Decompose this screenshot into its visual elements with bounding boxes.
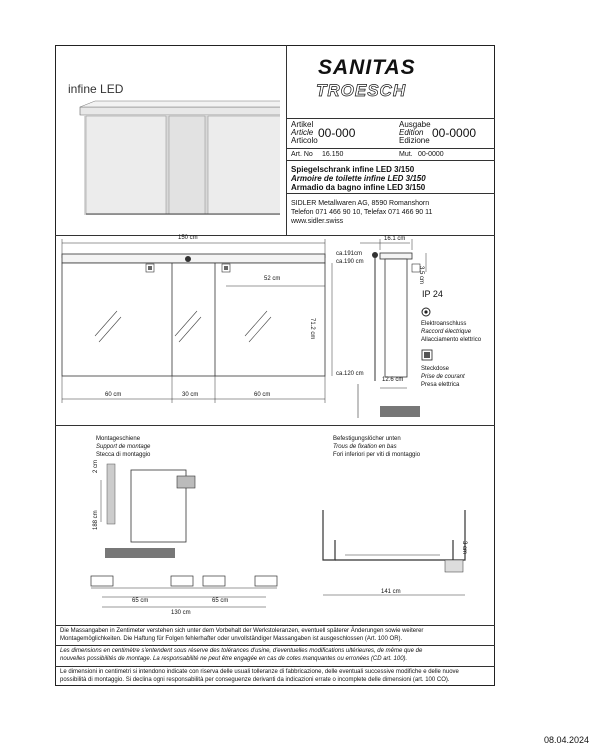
bottom-dim-mid: 30 cm: [182, 392, 199, 398]
company-line-1: SIDLER Metallwaren AG, 8590 Romanshorn: [291, 200, 430, 207]
product-name: infine LED: [68, 82, 124, 96]
holes-dim-3: 3 cm: [461, 541, 467, 555]
front-view: [55, 236, 345, 424]
mut-label: Mut.: [399, 151, 413, 158]
elektro-it: Allacciamento elettrico: [421, 337, 482, 343]
mut-value: 00-0000: [418, 151, 444, 158]
mounting-rail-diagram: [85, 460, 285, 610]
disclaimer-fr-2: nouvelles possibilités de montage. La responsabilité ne peut être engagée en cas de cotes manquantes ou erronées (CD art. 100).: [60, 656, 408, 662]
mount-dim-188: 188 cm: [93, 510, 99, 530]
steckdose-it: Presa elettrica: [421, 382, 460, 388]
title-fr: Armoire de toilette infine LED 3/150: [291, 174, 426, 183]
logo-line-2: TROESCH: [316, 81, 407, 100]
articolo-label: Articolo: [291, 136, 318, 145]
company-line-2: Telefon 071 466 90 10, Telefax 071 466 90 11: [291, 209, 433, 216]
bottom-dim-right: 60 cm: [254, 392, 271, 398]
height-191-dim: ca.191cm: [336, 251, 363, 257]
elektro-de: Elektroanschluss: [421, 321, 467, 327]
disclaimer-de-1: Die Massangaben in Zentimeter verstehen sich unter dem Vorbehalt der Werkstoleranzen, eventuell späterer Änderungen sowie weiterer: [60, 628, 424, 634]
holes-title-de: Befestigungslöcher unten: [333, 436, 401, 442]
holes-dim-141: 141 cm: [381, 589, 401, 595]
disclaimer-de-2: Montagemöglichkeiten. Die Haftung für Folgen fehlerhafter oder unvollständiger Massangaben ist ausgeschlossen (Art. 100 OR).: [60, 636, 403, 642]
ausgabe-label: Ausgabe: [399, 120, 431, 129]
holes-title-fr: Trous de fixation en bas: [333, 444, 397, 450]
elektro-icon: [420, 306, 432, 318]
holes-title-it: Fori inferiori per viti di montaggio: [333, 452, 421, 458]
front-inner-dim: 52 cm: [264, 276, 281, 282]
height-120-dim: ca.120 cm: [336, 371, 364, 377]
header-rule: [286, 118, 495, 119]
steckdose-fr: Prise de courant: [421, 374, 465, 380]
section-rule: [55, 425, 495, 426]
title-de: Spiegelschrank infine LED 3/150: [291, 165, 415, 174]
article-label: Article: [291, 128, 314, 137]
edizione-label: Edizione: [399, 136, 430, 145]
socket-icon: [421, 349, 433, 361]
section-rule: [55, 645, 495, 646]
sanitas-troesch-logo: [296, 52, 486, 112]
company-line-3: www.sidler.swiss: [291, 218, 344, 225]
front-width-dim: 150 cm: [178, 235, 198, 241]
logo-line-1: SANITAS: [318, 56, 416, 79]
ausgabe-value: 00-0000: [432, 126, 477, 140]
header-divider: [286, 45, 287, 235]
header-rule: [286, 148, 495, 149]
footer-date: 08.04.2024: [544, 735, 590, 745]
section-rule: [55, 666, 495, 667]
mounting-title-it: Stecca di montaggio: [96, 452, 151, 458]
header-rule: [286, 193, 495, 194]
disclaimer-it-2: possibilità di montaggio. Si declina ogni responsabilità per conseguenze derivanti da indicazioni errate o incomplete delle dimensioni (art. 100 CO).: [60, 677, 450, 683]
disclaimer-it-1: Le dimensioni in centimetri si intendono indicate con riserva delle usuali tolleranze di fabbricazione, delle eventuali successive modifiche e delle nuove: [60, 669, 459, 675]
header-rule: [286, 160, 495, 161]
mount-dim-2: 2 cm: [93, 459, 99, 473]
elektro-fr: Raccord électrique: [421, 329, 472, 335]
artikel-value: 00-000: [318, 126, 356, 140]
front-height-dim: 71.2 cm: [309, 318, 315, 340]
steckdose-de: Steckdose: [421, 366, 450, 372]
mounting-title-fr: Support de montage: [96, 444, 151, 450]
product-sketch: [70, 95, 280, 225]
ip-rating: IP 24: [422, 289, 443, 299]
depth-bottom-dim: 12.6 cm: [382, 377, 404, 383]
edition-label: Edition: [399, 128, 424, 137]
title-it: Armadio da bagno infine LED 3/150: [291, 183, 426, 192]
top-3-5-dim: 3.5 cm: [418, 266, 424, 285]
bottom-dim-left: 60 cm: [105, 392, 122, 398]
holes-diagram: [315, 460, 485, 610]
depth-top-dim: 16.1 cm: [384, 236, 406, 242]
art-no-value: 16.150: [322, 151, 344, 158]
rail-dim-left: 65 cm: [132, 598, 149, 604]
artikel-label: Artikel: [291, 120, 314, 129]
mounting-title-de: Montageschiene: [96, 436, 141, 442]
disclaimer-fr-1: Les dimensions en centimètre s'entendent sous réserve des tolérances d'usine, d'eventuelles modifications ultérieures, de même que de: [60, 648, 423, 654]
height-190-dim: ca.190 cm: [336, 259, 364, 265]
rail-total-dim: 130 cm: [171, 610, 191, 616]
section-rule: [55, 625, 495, 626]
rail-dim-right: 65 cm: [212, 598, 229, 604]
art-no-label: Art. No: [291, 151, 313, 158]
